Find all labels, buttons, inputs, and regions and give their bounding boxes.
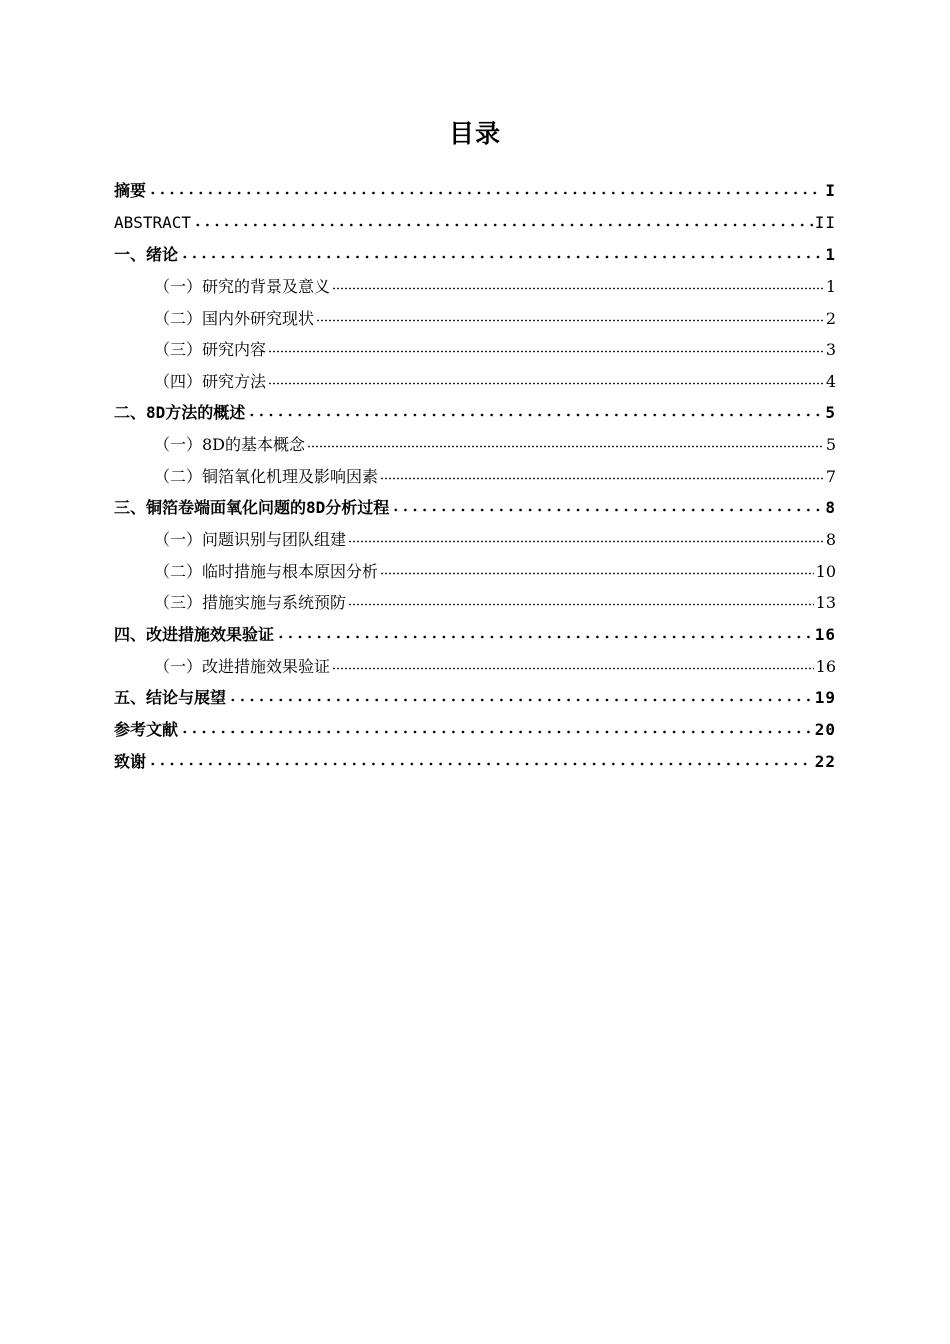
toc-entry-label: （二）国内外研究现状 (154, 308, 315, 328)
dot-leader (180, 716, 813, 734)
toc-entry-page: 8 (825, 530, 836, 549)
toc-subentry[interactable] (114, 337, 836, 369)
toc-entry-page: 20 (814, 720, 836, 739)
toc-entry[interactable] (114, 178, 836, 210)
toc-entry-label: （二）铜箔氧化机理及影响因素 (154, 466, 379, 486)
toc-entry-label: （一）问题识别与团队组建 (154, 530, 347, 549)
dot-leader (332, 653, 814, 671)
toc-entry-page: 19 (814, 688, 836, 707)
toc-subentry[interactable] (114, 590, 836, 622)
toc-entry-page: 4 (825, 371, 836, 391)
dot-leader (247, 399, 823, 417)
toc-entry-page: 5 (825, 435, 836, 454)
toc-entry-page: 13 (815, 593, 836, 612)
toc-subentry[interactable] (114, 369, 836, 401)
toc-entry-page: 1 (825, 245, 836, 264)
dot-leader (316, 305, 824, 323)
toc-entry-label: （二）临时措施与根本原因分析 (154, 561, 379, 581)
toc-entry-page: II (814, 213, 836, 232)
dot-leader (332, 273, 824, 291)
toc-entry-page: 3 (825, 340, 836, 359)
toc-entry-page: 16 (815, 656, 836, 676)
toc-subentry[interactable] (114, 306, 836, 338)
dot-leader (348, 589, 814, 607)
toc-entry-page: 5 (825, 403, 836, 422)
toc-entry-label: 一、绪论 (114, 245, 179, 264)
toc-entry-label: （三）措施实施与系统预防 (154, 593, 347, 612)
page-title: 目录 (448, 119, 501, 148)
toc-entry-label: 五、结论与展望 (114, 688, 227, 707)
toc-entry-page: 7 (825, 466, 836, 486)
toc-entry[interactable] (114, 749, 836, 781)
toc-entry-page: 8 (825, 498, 836, 517)
toc-entry-page: 22 (814, 752, 836, 771)
toc-entry-label: （三）研究内容 (154, 340, 267, 359)
dot-leader (228, 684, 813, 702)
toc-entry-page: I (825, 181, 836, 200)
toc-entry-label: （四）研究方法 (154, 371, 267, 391)
toc-entry-page: 2 (825, 308, 836, 328)
toc-subentry[interactable] (114, 527, 836, 559)
dot-leader (193, 209, 813, 227)
toc-entry-label: 参考文献 (114, 720, 179, 739)
toc-subentry[interactable] (114, 654, 836, 686)
table-of-contents (114, 178, 836, 781)
toc-entry-page: 1 (825, 277, 836, 296)
dot-leader (148, 177, 823, 195)
toc-subentry[interactable] (114, 432, 836, 464)
toc-entry-label: 二、8D方法的概述 (114, 403, 246, 422)
toc-subentry[interactable] (114, 274, 836, 306)
dot-leader (307, 431, 824, 449)
toc-entry-label: （一）8D的基本概念 (154, 435, 306, 454)
dot-leader (348, 526, 824, 544)
dot-leader (268, 336, 824, 354)
dot-leader (380, 558, 814, 576)
toc-subentry[interactable] (114, 559, 836, 591)
toc-entry-label: （一）改进措施效果验证 (154, 656, 331, 676)
dot-leader (276, 621, 813, 639)
dot-leader (180, 241, 823, 259)
toc-entry-label: 三、铜箔卷端面氧化问题的8D分析过程 (114, 498, 390, 517)
dot-leader (391, 494, 823, 512)
toc-entry-page: 10 (815, 561, 836, 581)
toc-entry-label: （一）研究的背景及意义 (154, 277, 331, 296)
toc-entry[interactable] (114, 717, 836, 749)
toc-entry[interactable] (114, 242, 836, 274)
toc-entry[interactable] (114, 622, 836, 654)
toc-subentry[interactable] (114, 464, 836, 496)
toc-entry[interactable] (114, 495, 836, 527)
dot-leader (148, 748, 813, 766)
dot-leader (268, 368, 824, 386)
toc-entry[interactable] (114, 210, 836, 242)
toc-entry-page: 16 (814, 624, 836, 644)
toc-entry[interactable] (114, 400, 836, 432)
toc-entry-label: 四、改进措施效果验证 (114, 624, 275, 644)
toc-entry[interactable] (114, 685, 836, 717)
toc-entry-label: 摘要 (114, 181, 147, 200)
dot-leader (380, 463, 824, 481)
toc-entry-label: 致谢 (114, 752, 147, 771)
toc-entry-label: ABSTRACT (114, 213, 192, 232)
